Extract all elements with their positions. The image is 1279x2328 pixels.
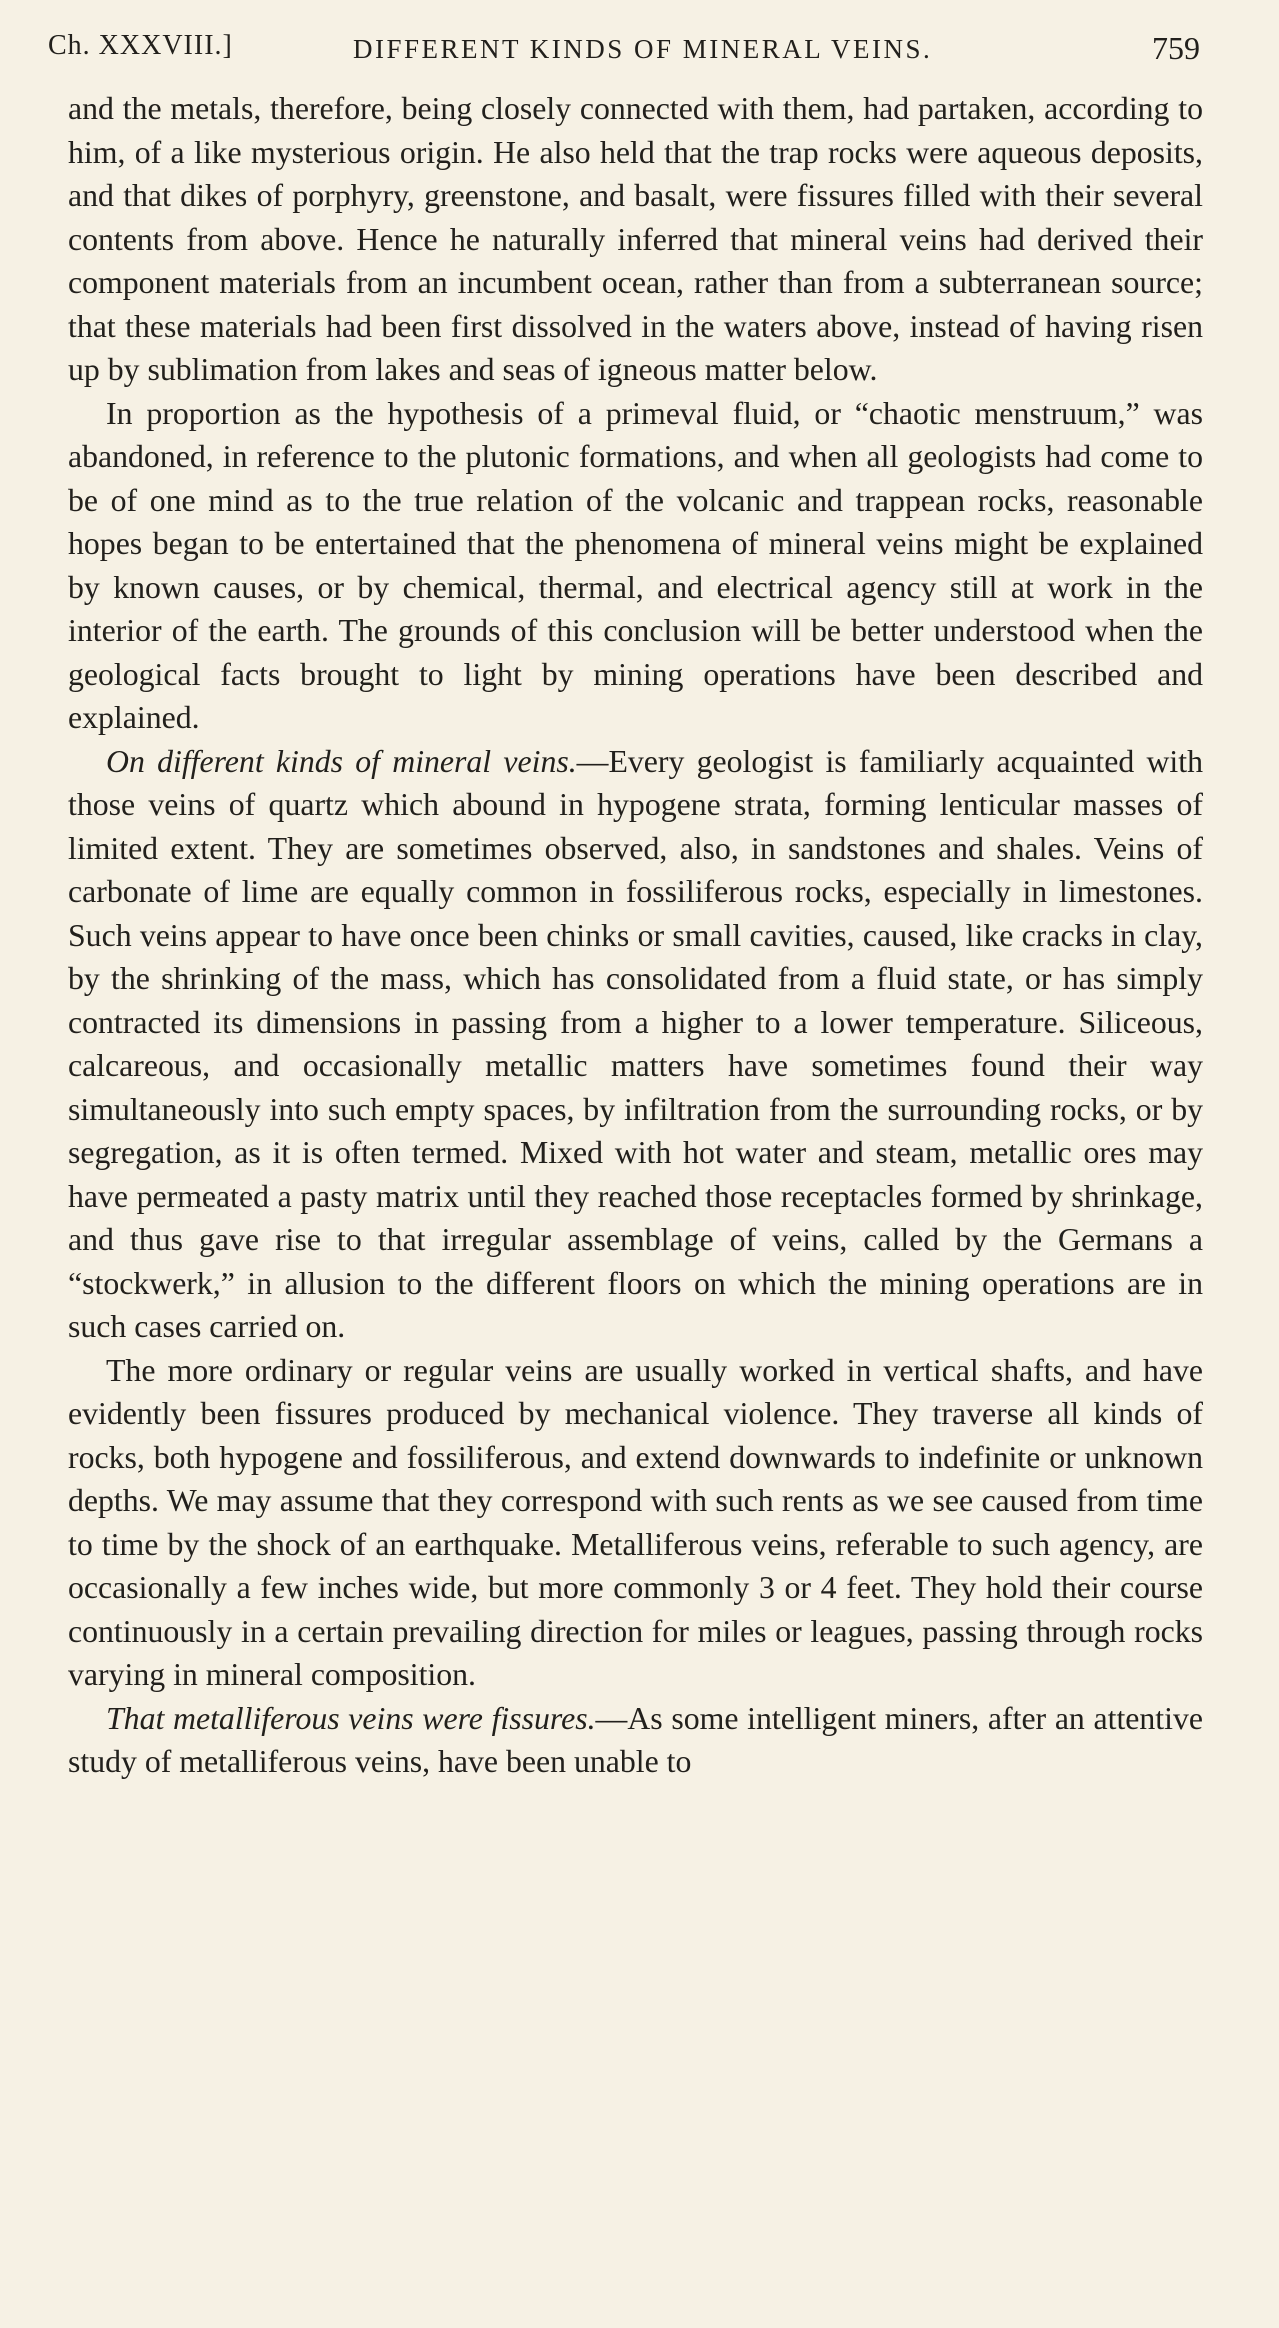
- page-number: 759: [1152, 30, 1200, 66]
- chapter-reference: Ch. XXXVIII.]: [48, 30, 233, 61]
- paragraph-veins-were-fissures: [68, 1697, 1203, 1784]
- paragraph-regular-veins: [68, 1349, 1203, 1697]
- section-sidehead: On different kinds of mineral veins.: [106, 743, 577, 779]
- paragraph-continuation: [68, 87, 1203, 392]
- body-text: [68, 87, 1203, 1784]
- section-sidehead: That metalliferous veins were fissures.: [106, 1700, 596, 1736]
- running-title: DIFFERENT KINDS OF MINERAL VEINS.: [353, 34, 933, 64]
- paragraph-text: —As some intelligent miners, after an attentive study of metalliferous veins, have been unable to: [68, 1700, 1203, 1779]
- paragraph-text: The more ordinary or regular veins are usually worked in vertical shafts, and have evidently been fissures produced by mechanical violence. They traverse all kinds of rocks, both hypogene and fossiliferous, and extend downwards to indefinite or unknown depths. We may assume that they correspond with such rents as we see caused from time to time by the shock of an earthquake. Metalliferous veins, referable to such agency, are occasionally a few inches wide, but more commonly 3 or 4 feet. They hold their course continuously in a certain prevailing direction for miles or leagues, passing through rocks varying in mineral composition.: [68, 1352, 1203, 1692]
- paragraph-text: In proportion as the hypothesis of a primeval fluid, or “chaotic menstruum,” was abandoned, in reference to the plutonic formations, and when all geologists had come to be of one mind as to the true relation of the volcanic and trappean rocks, reasonable hopes began to be entertained that the phenomena of mineral veins might be explained by known causes, or by chemical, thermal, and electrical agency still at work in the interior of the earth. The grounds of this conclusion will be better understood when the geological facts brought to light by mining operations have been described and explained.: [68, 395, 1203, 735]
- paragraph-kinds-of-veins: [68, 740, 1203, 1349]
- paragraph-chaotic-menstruum: [68, 392, 1203, 740]
- paragraph-text: —Every geologist is familiarly acquainted with those veins of quartz which abound in hypogene strata, forming lenticular masses of limited extent. They are sometimes observed, also, in sandstones and shales. Veins of carbonate of lime are equally common in fossiliferous rocks, especially in limestones. Such veins appear to have once been chinks or small cavities, caused, like cracks in clay, by the shrinking of the mass, which has consolidated from a fluid state, or has simply contracted its dimensions in passing from a higher to a lower temperature. Siliceous, calcareous, and occasionally metallic matters have sometimes found their way simultaneously into such empty spaces, by infiltration from the surrounding rocks, or by segregation, as it is often termed. Mixed with hot water and steam, metallic ores may have permeated a pasty matrix until they reached those receptacles formed by shrinkage, and thus gave rise to that irregular assemblage of veins, called by the Germans a “stockwerk,” in allusion to the different floors on which the mining operations are in such cases carried on.: [68, 743, 1203, 1344]
- paragraph-text: and the metals, therefore, being closely connected with them, had partaken, according to him, of a like mysterious origin. He also held that the trap rocks were aqueous deposits, and that dikes of porphyry, greenstone, and basalt, were fissures filled with their several contents from above. Hence he naturally inferred that mineral veins had derived their component materials from an incumbent ocean, rather than from a subterranean source; that these materials had been first dissolved in the waters above, instead of having risen up by sublimation from lakes and seas of igneous matter below.: [68, 91, 1203, 387]
- running-header: [48, 30, 1200, 74]
